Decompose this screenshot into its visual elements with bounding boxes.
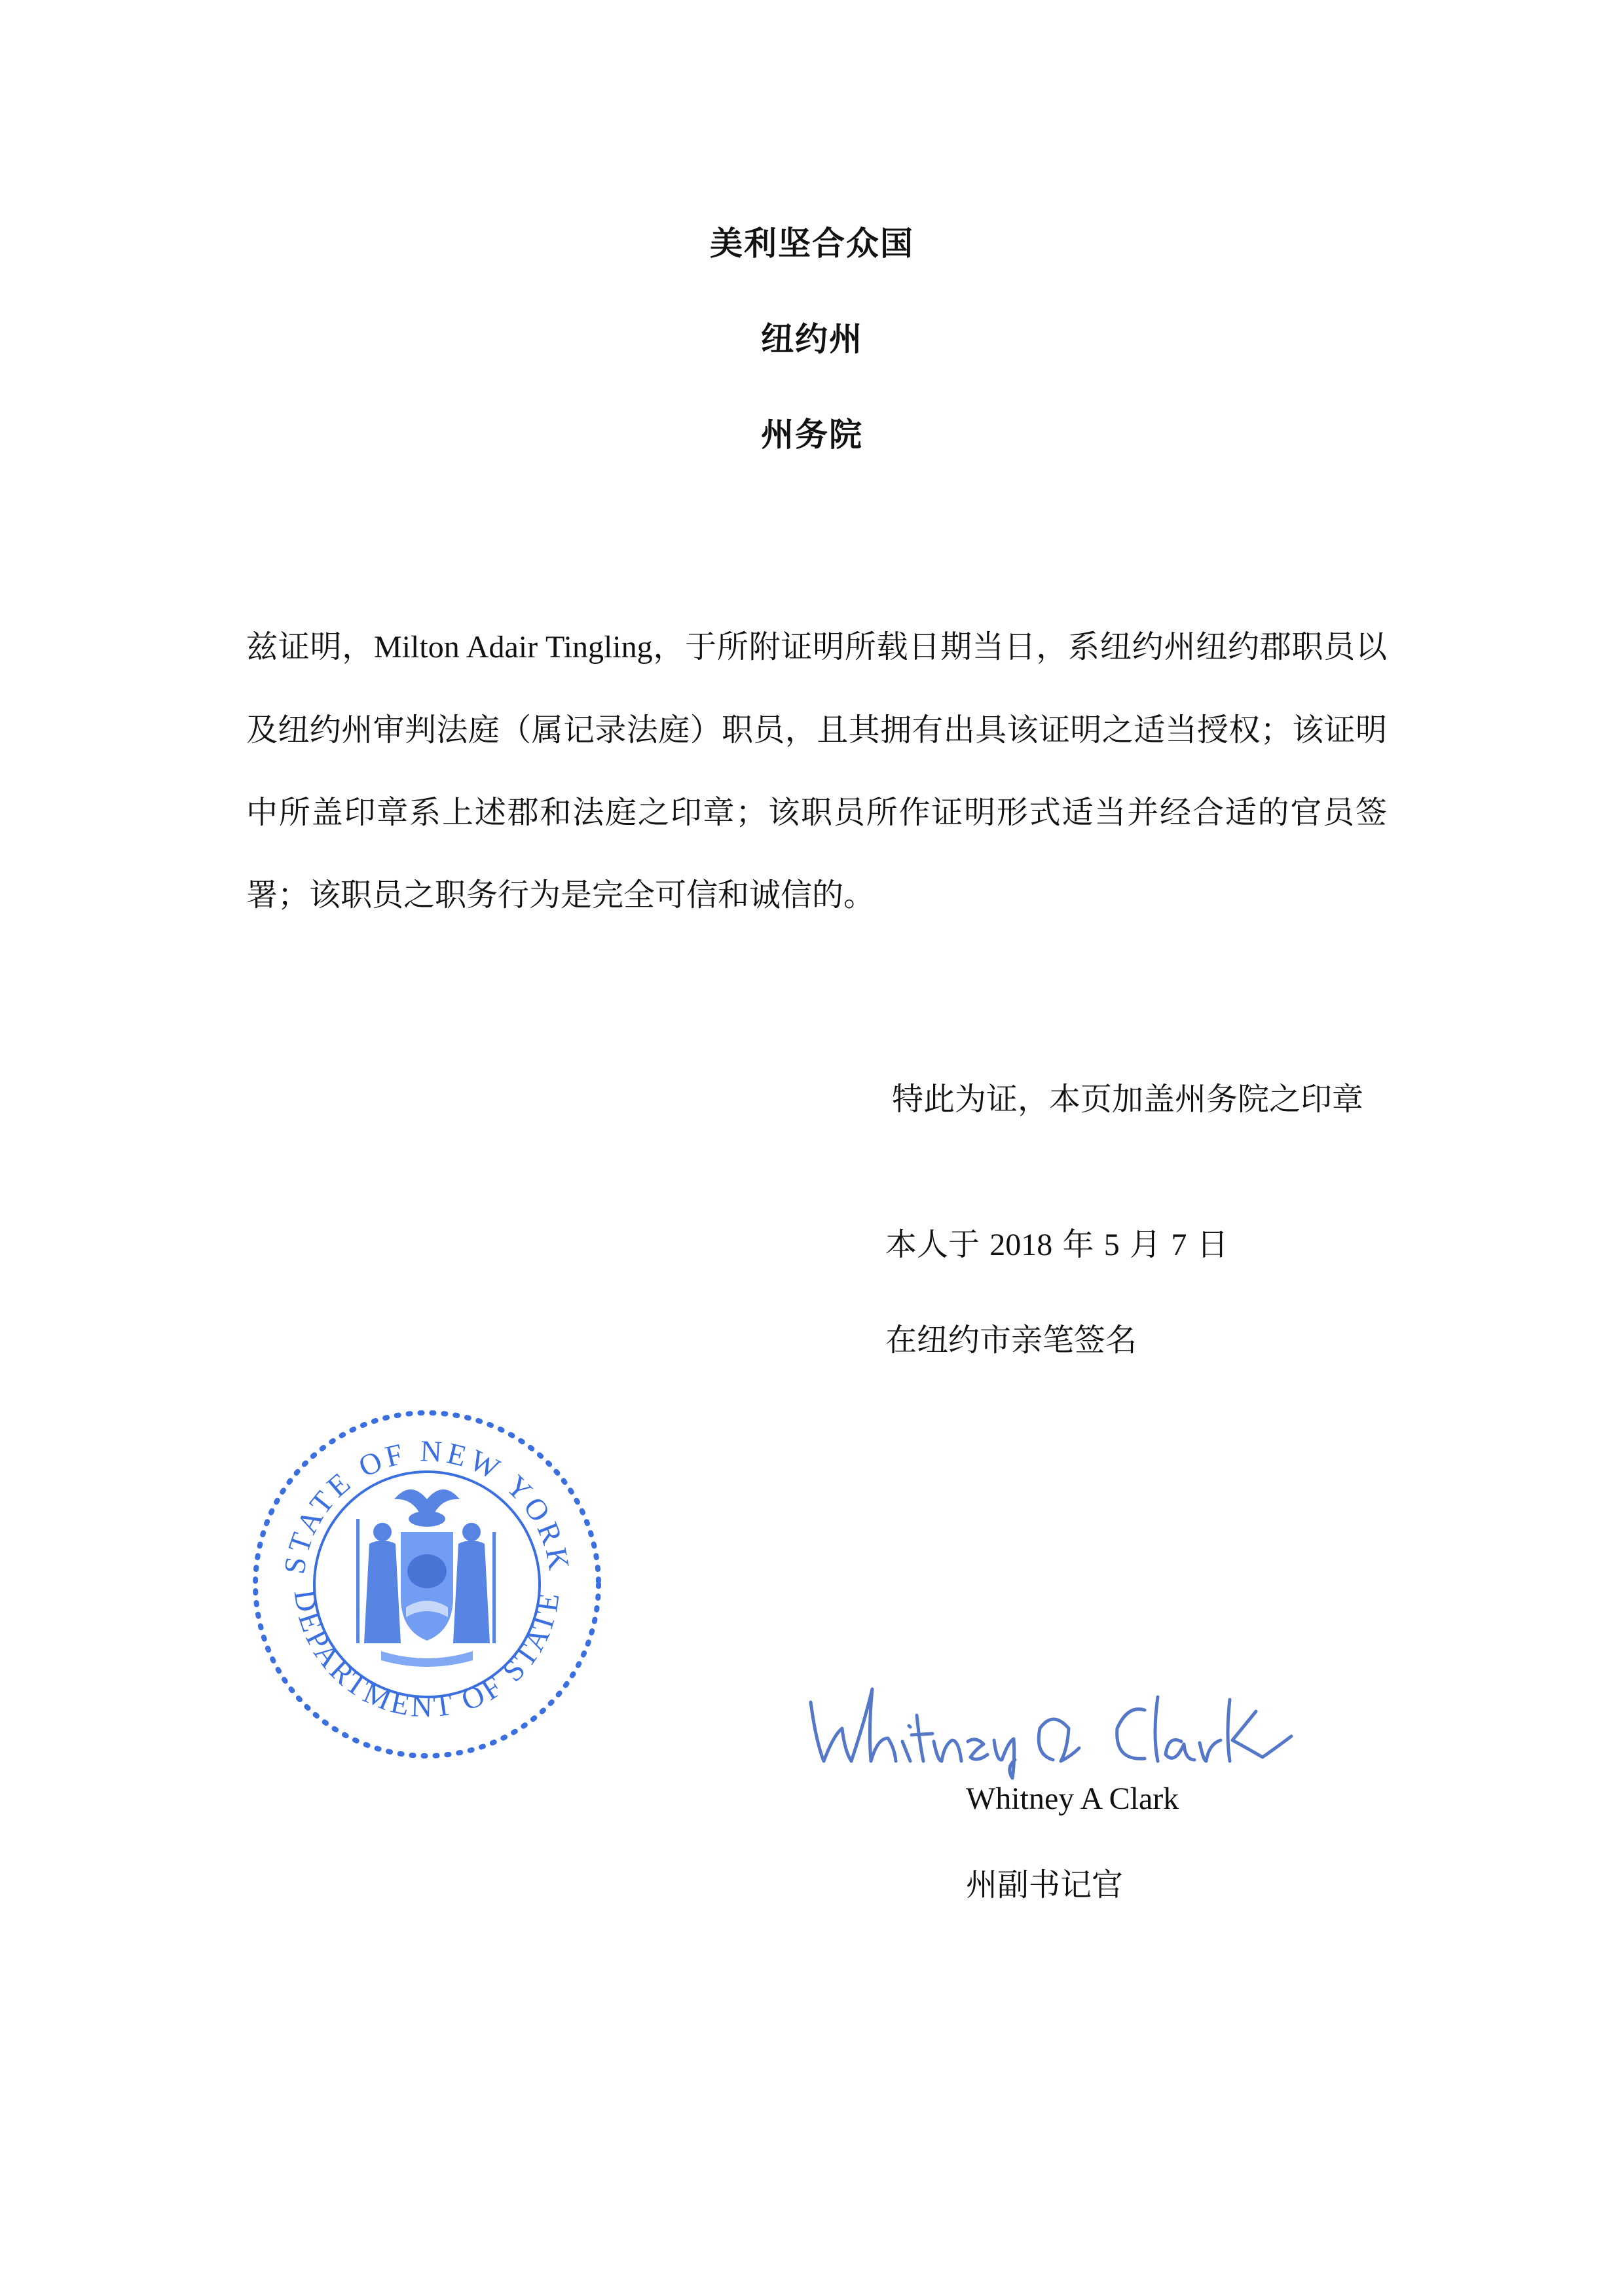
seal-bottom-text: DEPARTMENT OF STATE (287, 1587, 566, 1724)
seal-coat-of-arms (356, 1489, 496, 1667)
document-title-country: 美利坚合众国 (710, 225, 914, 263)
date-day-unit: 日 (1187, 1226, 1228, 1263)
attestation-statement: 特此为证，本页加盖州务院之印章 (892, 1081, 1364, 1118)
date-year: 2018 (989, 1228, 1053, 1262)
signer-name: Whitney A Clark (966, 1781, 1179, 1816)
signing-date (885, 1219, 1228, 1264)
new-york-state-seal (244, 1401, 610, 1768)
certification-text-intro: 兹证明， (246, 629, 375, 665)
certification-text-main: ，于所附证明所载日期当日，系纽约州纽约郡职员以及纽约州审判法庭（属记录法庭）职员，且其拥有出具该证明之适当授权；该证明中所盖印章系上述郡和法庭之印章；该职员所作证明形式适当并经合适的官员签署；该职员之职务行为是完全可信和诚信的。 (246, 629, 1387, 913)
handwritten-signature (804, 1663, 1302, 1781)
certification-paragraph (246, 606, 1387, 936)
certified-official-name: Milton Adair Tingling (374, 630, 653, 665)
seal-top-text: STATE OF NEW YORK (277, 1434, 577, 1576)
document-title-department: 州务院 (761, 416, 863, 454)
date-month-unit: 月 (1119, 1226, 1172, 1263)
date-prefix: 本人于 (885, 1226, 990, 1263)
date-day: 7 (1171, 1228, 1187, 1262)
signer-title: 州副书记官 (966, 1867, 1124, 1903)
date-year-unit: 年 (1052, 1226, 1104, 1263)
signing-place: 在纽约市亲笔签名 (885, 1322, 1137, 1358)
document-title-state: 纽约州 (761, 320, 863, 358)
date-month: 5 (1103, 1228, 1120, 1262)
